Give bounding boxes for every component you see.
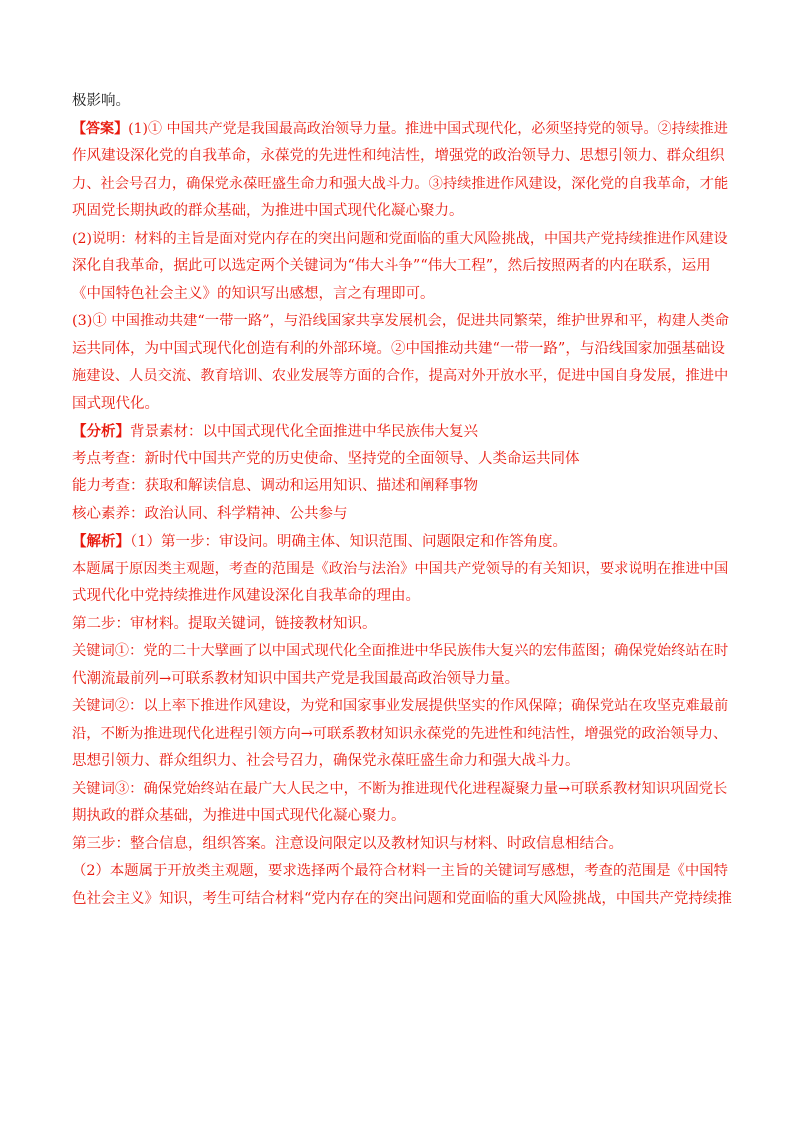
- line-text: 关键词②：以上率下推进作风建设，为党和国家事业发展提供坚实的作风保障；确保党站在攻坚克难最前: [72, 698, 729, 714]
- text-line: [72, 556, 732, 584]
- line-text: 关键词①：党的二十大擘画了以中国式现代化全面推进中华民族伟大复兴的宏伟蓝图；确保党始终站在时: [72, 643, 729, 659]
- line-text: 《中国特色社会主义》的知识写出感想，言之有理即可。: [72, 285, 435, 302]
- line-text: （1）第一步：审设问。明确主体、知识范围、问题限定和作答角度。: [130, 534, 567, 550]
- line-text: 期执政的群众基础，为推进中国式现代化凝心聚力。: [72, 808, 406, 824]
- line-text: 巩固党长期执政的群众基础，为推进中国式现代化凝心聚力。: [72, 203, 464, 219]
- text-line: [72, 721, 732, 749]
- text-line: [72, 88, 732, 116]
- text-line: [72, 693, 732, 721]
- text-line: [72, 501, 732, 529]
- text-line: [72, 308, 732, 336]
- text-line: [72, 391, 732, 419]
- text-line: [72, 336, 732, 364]
- line-text: 思想引领力、群众组织力、社会号召力，确保党永葆旺盛生命力和强大战斗力。: [72, 753, 580, 769]
- section-tag: 【解析】: [72, 533, 130, 550]
- line-text: 作风建设深化党的自我革命，永葆党的先进性和纯洁性，增强党的政治领导力、思想引领力、群众组织: [72, 148, 725, 164]
- text-line: [72, 638, 732, 666]
- line-text: 第二步：审材料。提取关键词，链接教材知识。: [72, 615, 377, 632]
- text-line: [72, 666, 732, 694]
- text-line: [72, 611, 732, 639]
- text-line: [72, 281, 732, 309]
- text-line: [72, 363, 732, 391]
- text-line: [72, 418, 732, 446]
- line-text: 本题属于原因类主观题，考查的范围是《政治与法治》中国共产党领导的有关知识，要求说明在推进中国: [72, 560, 729, 577]
- line-text: (2)说明：材料的主旨是面对党内存在的突出问题和党面临的重大风险挑战，中国共产党持续推进作风建设: [72, 230, 728, 247]
- text-line: [72, 116, 732, 144]
- text-line: [72, 143, 732, 171]
- text-line: [72, 446, 732, 474]
- text-line: [72, 171, 732, 199]
- text-line: [72, 886, 732, 914]
- line-text: 关键词③：确保党始终站在最广大人民之中，不断为推进现代化进程凝聚力量→可联系教材知识巩固党长: [72, 780, 728, 797]
- text-line: [72, 253, 732, 281]
- text-line: [72, 583, 732, 611]
- text-line: [72, 858, 732, 886]
- line-text: 考点考查：新时代中国共产党的历史使命、坚持党的全面领导、人类命运共同体: [72, 450, 580, 467]
- text-line: [72, 198, 732, 226]
- line-text: 极影响。: [72, 93, 130, 109]
- line-text: 运共同体，为中国式现代化创造有利的外部环境。②中国推动共建“一带一路”，与沿线国家加强基础设: [72, 340, 725, 357]
- line-text: 核心素养：政治认同、科学精神、公共参与: [72, 505, 348, 522]
- line-text: 式现代化中党持续推进作风建设深化自我革命的理由。: [72, 588, 420, 604]
- line-text: 力、社会号召力，确保党永葆旺盛生命力和强大战斗力。③持续推进作风建设，深化党的自我革命，才能: [72, 175, 729, 192]
- text-line: [72, 528, 732, 556]
- text-line: [72, 776, 732, 804]
- section-tag: 【答案】: [72, 120, 129, 137]
- text-line: [72, 831, 732, 859]
- text-line: [72, 473, 732, 501]
- document-page: [72, 88, 732, 913]
- line-text: 能力考查：获取和解读信息、调动和运用知识、描述和阐释事物: [72, 478, 478, 494]
- line-text: （2）本题属于开放类主观题，要求选择两个最符合材料一主旨的关键词写感想，考查的范围是《中国特: [72, 863, 729, 879]
- text-line: [72, 748, 732, 776]
- line-text: 代潮流最前列→可联系教材知识中国共产党是我国最高政治领导力量。: [72, 670, 520, 687]
- text-line: [72, 226, 732, 254]
- line-text: 色社会主义》知识，考生可结合材料“党内存在的突出问题和党面临的重大风险挑战，中国共产党持续推: [72, 890, 732, 907]
- line-text: 深化自我革命，据此可以选定两个关键词为“伟大斗争”“伟大工程”，然后按照两者的内在联系，运用: [72, 258, 711, 274]
- line-text: 沿，不断为推进现代化进程引领方向→可联系教材知识永葆党的先进性和纯洁性，增强党的政治领导力、: [72, 725, 728, 742]
- line-text: (1)① 中国共产党是我国最高政治领导力量。推进中国式现代化，必须坚持党的领导。②持续推进: [128, 120, 728, 137]
- line-text: 背景素材：以中国式现代化全面推进中华民族伟大复兴: [130, 424, 478, 440]
- text-line: [72, 803, 732, 831]
- line-text: 国式现代化。: [72, 395, 159, 412]
- line-text: 第三步：整合信息，组织答案。注意设问限定以及教材知识与材料、时政信息相结合。: [72, 835, 623, 852]
- line-text: (3)① 中国推动共建“一带一路”，与沿线国家共享发展机会，促进共同繁荣，维护世界和平，构建人类命: [72, 313, 730, 329]
- section-tag: 【分析】: [72, 423, 130, 440]
- line-text: 施建设、人员交流、教育培训、农业发展等方面的合作，提高对外开放水平，促进中国自身发展，推进中: [72, 368, 729, 384]
